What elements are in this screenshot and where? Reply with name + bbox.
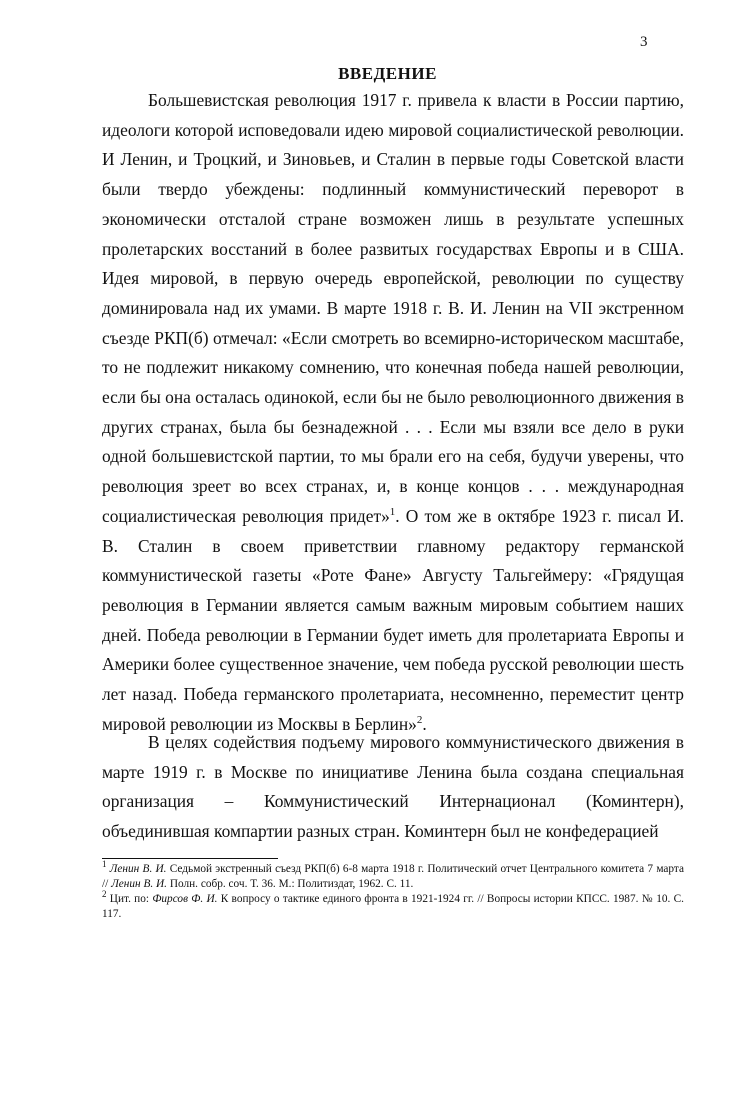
footnote-text: Седьмой экстренный съезд РКП(б) 6-8 марта 1918 г. Политический отчет Центрального комитета 7 марта // <box>102 863 685 890</box>
footnote-divider <box>102 858 278 859</box>
footnote-2 <box>102 889 685 922</box>
footnote-text: Полн. собр. соч. Т. 36. М.: Политиздат, 1962. С. 11. <box>167 878 414 890</box>
footnote-author: Ленин В. И. <box>109 863 167 875</box>
footnote-text: Цит. по: <box>106 893 153 905</box>
body-paragraph-1 <box>102 86 684 739</box>
footnote-reference-2[interactable]: 2 <box>416 713 423 726</box>
footnote-text: К вопросу о тактике единого фронта в 1921-1924 гг. // Вопросы истории КПСС. 1987. № 10. С. 117. <box>102 893 685 920</box>
footnote-1 <box>102 859 685 892</box>
paragraph-text: . <box>422 713 427 734</box>
footnote-reference-1[interactable]: 1 <box>389 506 396 519</box>
footnote-mark: 2 <box>102 889 107 900</box>
footnotes <box>102 859 685 922</box>
paragraph-text: Большевистская революция 1917 г. привела к власти в России партию, идеологи которой исповедовали идею мировой социалистической революции. И Ленин, и Троцкий, и Зиновьев, и Сталин в первые годы Советской власти были твердо убеждены: подлинный коммунистический переворот в экономически отсталой стране возможен лишь в результате успешных пролетарских восстаний в более развитых государствах Европы и в США. Идея мировой, в первую очередь европейской, революции по существу доминировала над их умами. В марте 1918 г. В. И. Ленин на VII экстренном съезде РКП(б) отмечал: «Если смотреть во всемирно-историческом масштабе, то не подлежит никакому сомнению, что конечная победа нашей революции, если бы она осталась одинокой, если бы не было революционного движения в других странах, была бы безнадежной . . . Если мы взяли все дело в руки одной большевистской партии, то мы брали его на себя, будучи уверены, что революция зреет во всех странах, и, в конце концов . . . международная социалистическая революция придет» <box>102 90 684 526</box>
paragraph-text: В целях содействия подъему мирового коммунистического движения в марте 1919 г. в Москве по инициативе Ленина была создана специальная организация – Коммунистический Интернационал (Коминтерн), объединившая компартии разных стран. Коминтерн был не конфедерацией <box>102 732 684 842</box>
page-number: 3 <box>640 34 648 50</box>
section-heading: ВВЕДЕНИЕ <box>338 64 437 83</box>
footnote-mark: 1 <box>102 859 107 870</box>
footnote-author: Ленин В. И. <box>111 878 167 890</box>
paragraph-text: . О том же в октябре 1923 г. писал И. В. Сталин в своем приветствии главному редактору германской коммунистической газеты «Роте Фане» Августу Тальгеймеру: «Грядущая революция в Германии является самым важным мировым событием наших дней. Победа революции в Германии будет иметь для пролетариата Европы и Америки более существенное значение, чем победа русской революции шесть лет назад. Победа германского пролетариата, несомненно, переместит центр мировой революции из Москвы в Берлин» <box>102 505 684 734</box>
body-paragraph-2 <box>102 728 684 847</box>
footnote-author: Фирсов Ф. И. <box>152 893 218 905</box>
